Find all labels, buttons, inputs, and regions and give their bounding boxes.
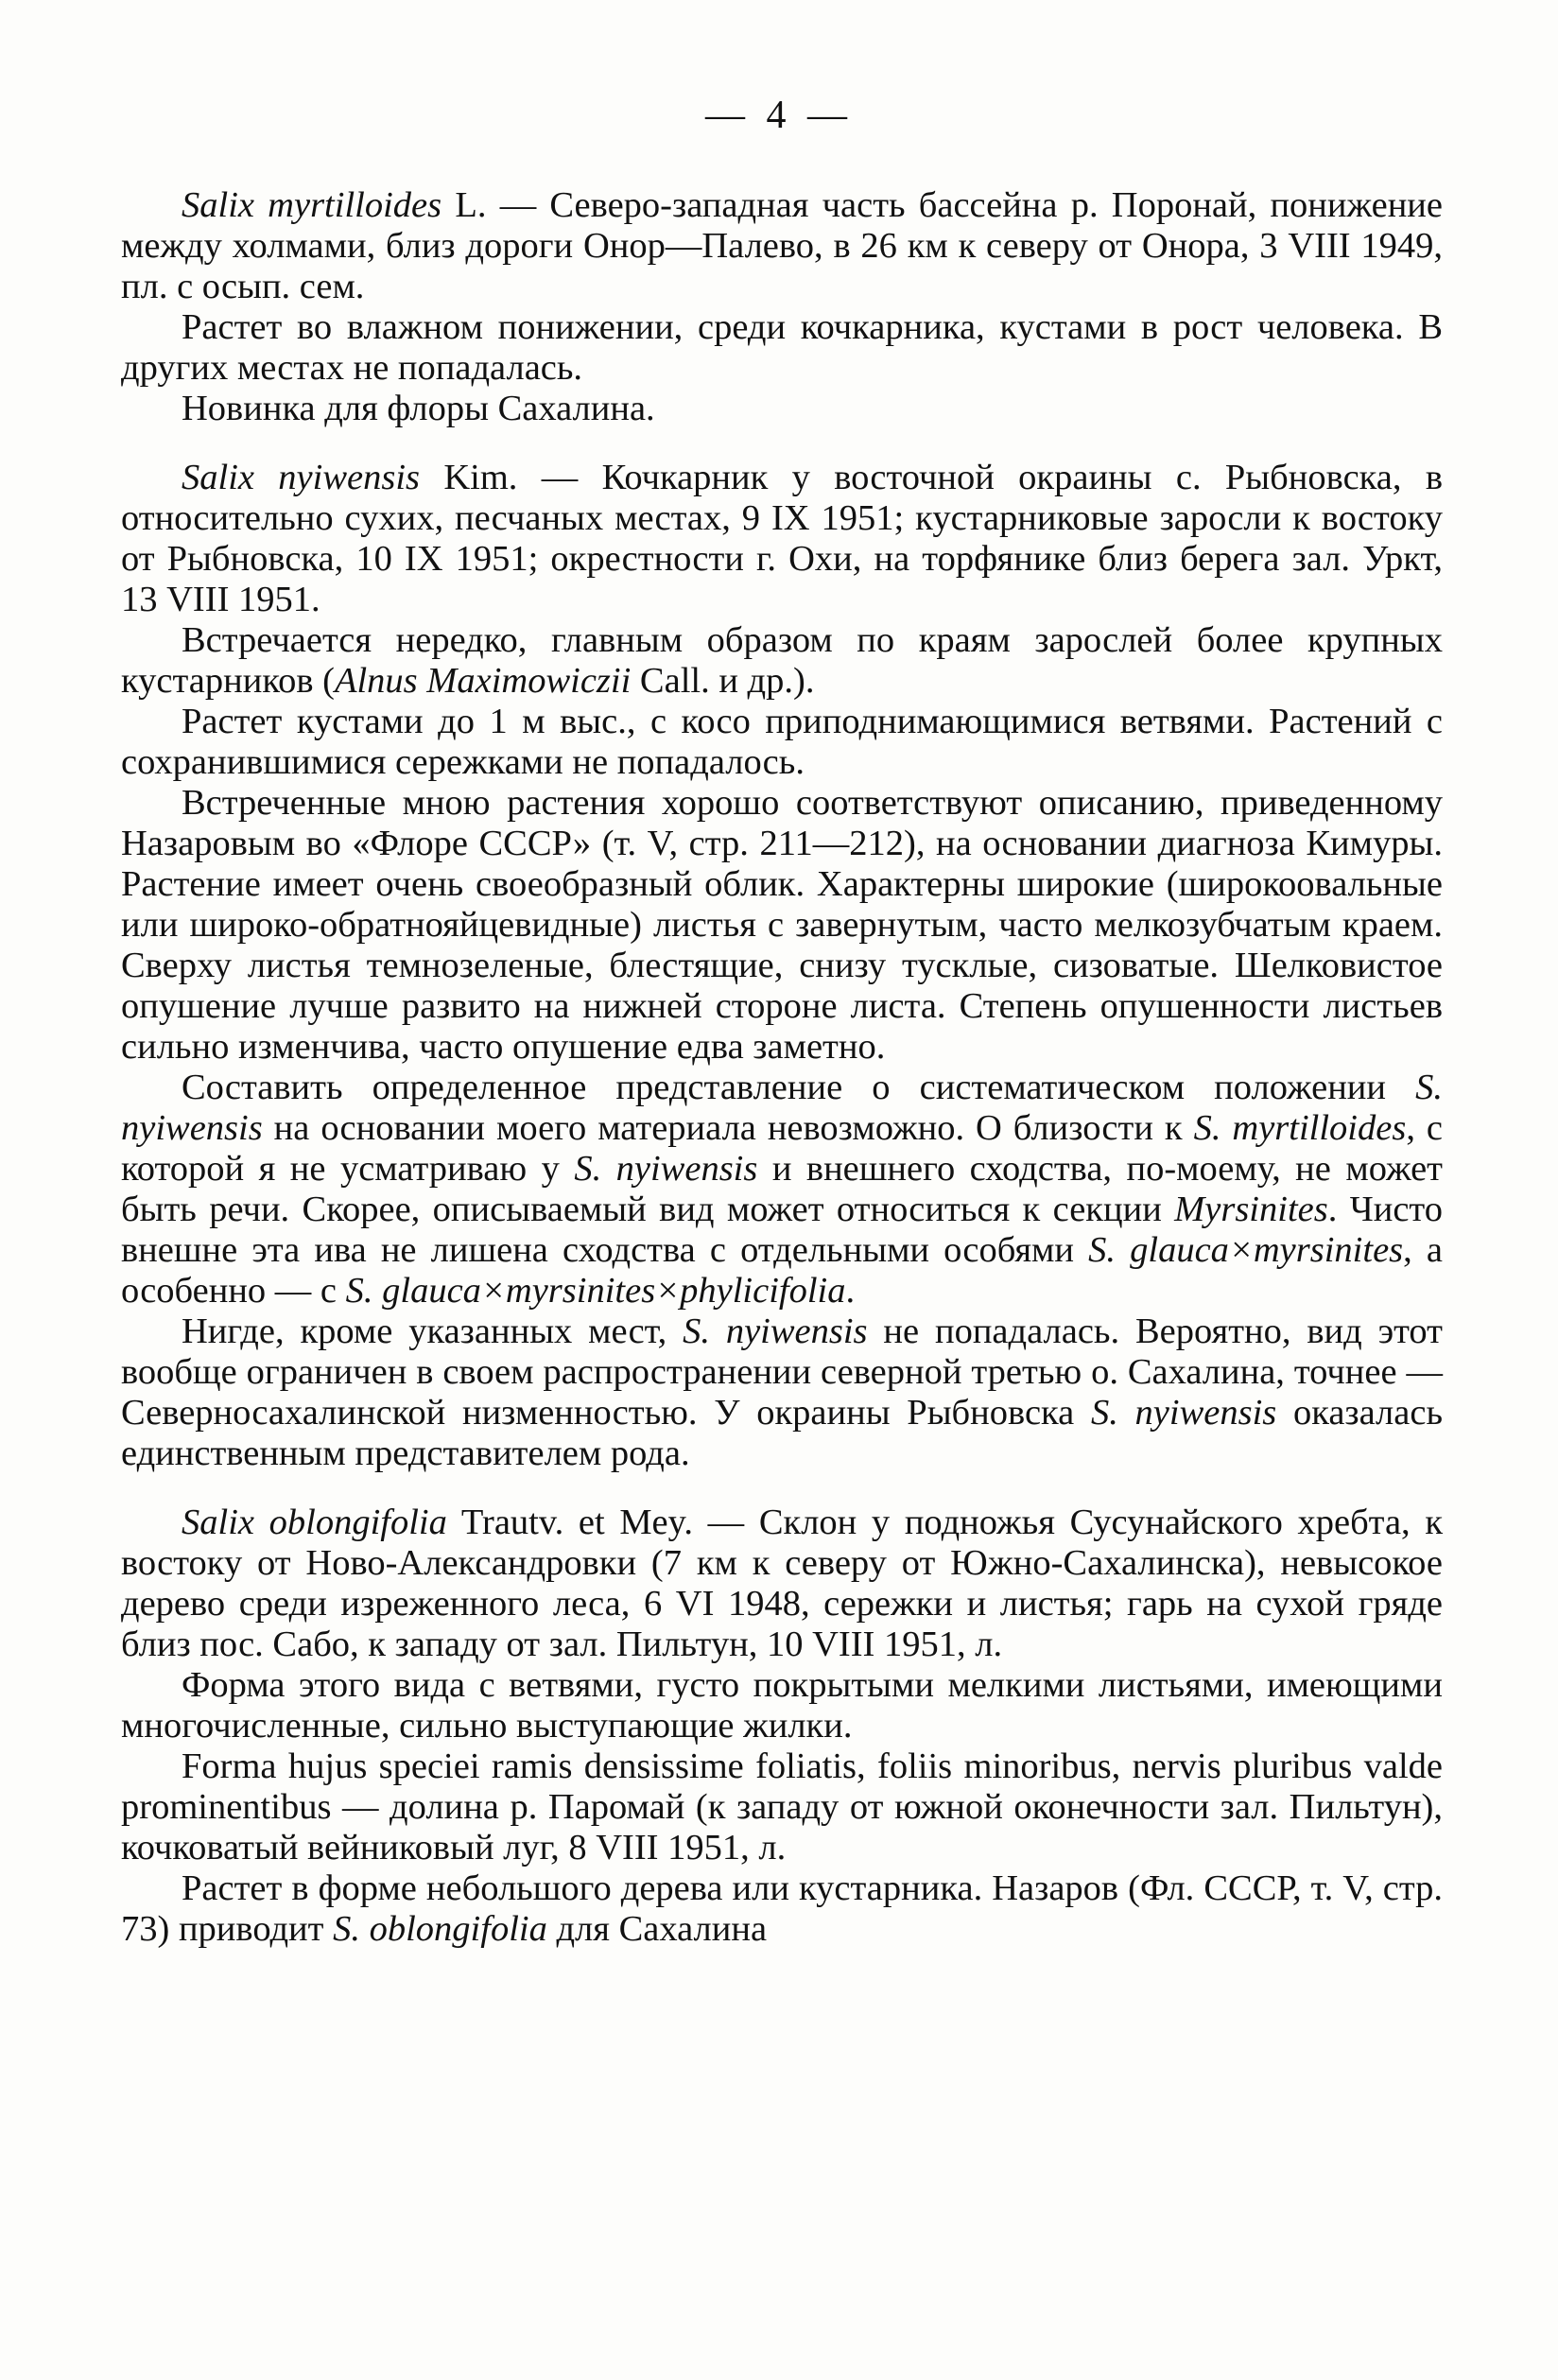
text-run: для Сахалина	[546, 1909, 768, 1949]
species-authority: Trautv. et Mey.	[460, 1503, 694, 1542]
italic-taxon: S. nyiwensis	[1090, 1393, 1277, 1433]
paragraph	[121, 1312, 1443, 1474]
text-run: Составить определенное представление о систематическом положении	[182, 1068, 1416, 1107]
italic-taxon: S. glauca×myrsinites	[1088, 1230, 1404, 1270]
paragraph	[121, 702, 1443, 783]
text-run: Нигде, кроме указанных мест,	[182, 1312, 684, 1351]
text-run: Растет в форме небольшого дерева или кустарника. Назаров (Фл. СССР, т. V, стр. 73) приводит	[121, 1868, 1443, 1949]
species-authority: Kim.	[443, 458, 518, 497]
document-body	[121, 185, 1443, 1950]
text-run: на основании моего материала невозможно. О близости к	[262, 1108, 1194, 1148]
species-name: Salix myrtilloides	[182, 185, 442, 225]
text-run: — Склон у подножья Сусунайского хребта, к востоку от Ново-Александровки (7 км к северу от Южно-Сахалинска), невысокое дерево среди изреженного леса, 6 VI 1948, сережки и листья; гарь на сухой гряде близ пос. Сабо, к западу от зал. Пильтун, 10 VIII 1951, л.	[121, 1503, 1444, 1664]
species-name: Salix oblongifolia	[182, 1503, 447, 1542]
text-run: , а особенно — с	[121, 1230, 1443, 1311]
text-run: Форма этого вида с ветвями, густо покрытыми мелкими листьями, имеющими многочисленные, сильно выступающие жилки.	[121, 1665, 1443, 1746]
italic-taxon: Alnus Maximowiczii	[334, 661, 632, 701]
paragraph	[121, 1868, 1443, 1950]
italic-taxon: S. glauca×myrsinites×phylicifolia	[345, 1271, 846, 1311]
paragraph	[121, 1665, 1443, 1746]
species-name: Salix nyiwensis	[182, 458, 421, 497]
paragraph	[121, 1068, 1443, 1312]
text-run: — Кочкарник у восточной окраины с. Рыбновска, в относительно сухих, песчаных местах, 9 IX 1951; кустарниковые заросли к востоку от Рыбновска, 10 IX 1951; окрестности г. Охи, на торфянике близ берега зал. Уркт, 13 VIII 1951.	[121, 458, 1443, 619]
species-authority: L.	[455, 185, 487, 225]
text-run: и внешнего сходства, по-моему, не может быть речи. Скорее, описываемый вид может относиться к секции	[121, 1149, 1443, 1229]
text-run: . Чисто внешне эта ива не лишена сходства с отдельными особями	[121, 1190, 1444, 1270]
italic-taxon: S. myrtilloides	[1193, 1108, 1407, 1148]
text-run: не попадалась. Вероятно, вид этот вообще ограничен в своем распространении северной третью о. Сахалина, точнее — Северносахалинской низменностью. У окраины Рыбновска	[121, 1312, 1444, 1433]
text-run: , с которой я не усматриваю у	[121, 1108, 1443, 1189]
paragraph	[121, 307, 1443, 389]
text-run: Растет кустами до 1 м выс., с косо приподнимающимися ветвями. Растений с сохранившимися сережками не попадалось.	[121, 702, 1443, 782]
italic-taxon: S. nyiwensis	[121, 1068, 1443, 1148]
italic-taxon: S. oblongifolia	[333, 1909, 547, 1949]
paragraph	[121, 389, 1443, 429]
text-run: Новинка для флоры Сахалина.	[182, 389, 655, 428]
text-run: Forma hujus speciei ramis densissime foliatis, foliis minoribus, nervis pluribus valde prominentibus — долина р. Паромай (к западу от южной оконечности зал. Пильтун), кочковатый вейниковый луг, 8 VIII 1951, л.	[121, 1746, 1443, 1868]
text-run: оказалась единственным представителем рода.	[121, 1393, 1444, 1473]
species-entry	[121, 458, 1443, 620]
paragraph	[121, 1746, 1443, 1868]
paragraph	[121, 783, 1443, 1068]
paragraph	[121, 620, 1443, 702]
text-run: — Северо-западная часть бассейна р. Поронай, понижение между холмами, близ дороги Онор—Палево, в 26 км к северу от Онора, 3 VIII 1949, пл. с осып. сем.	[121, 185, 1443, 306]
italic-taxon: Myrsinites	[1174, 1190, 1328, 1229]
species-entry	[121, 1503, 1443, 1665]
text-run: .	[845, 1271, 856, 1311]
text-run: Встречается нередко, главным образом по краям зарослей более крупных кустарников (	[121, 620, 1443, 701]
page-number: — 4 —	[705, 94, 853, 137]
text-run: Растет во влажном понижении, среди кочкарника, кустами в рост человека. В других местах не попадалась.	[121, 307, 1443, 388]
italic-taxon: S. nyiwensis	[683, 1312, 868, 1351]
italic-taxon: S. nyiwensis	[574, 1149, 758, 1189]
text-run: Встреченные мною растения хорошо соответствуют описанию, приведенному Назаровым во «Флоре СССР» (т. V, стр. 211—212), на основании диагноза Кимуры. Растение имеет очень своеобразный облик. Характерны широкие (широкоовальные или широко-обратнояйцевидные) листья с завернутым, часто мелкозубчатым краем. Сверху листья темнозеленые, блестящие, снизу тусклые, сизоватые. Шелковистое опушение лучше развито на нижней стороне листа. Степень опушенности листьев сильно изменчива, часто опушение едва заметно.	[121, 783, 1443, 1067]
text-run: Call. и др.).	[631, 661, 815, 701]
species-entry	[121, 185, 1443, 307]
